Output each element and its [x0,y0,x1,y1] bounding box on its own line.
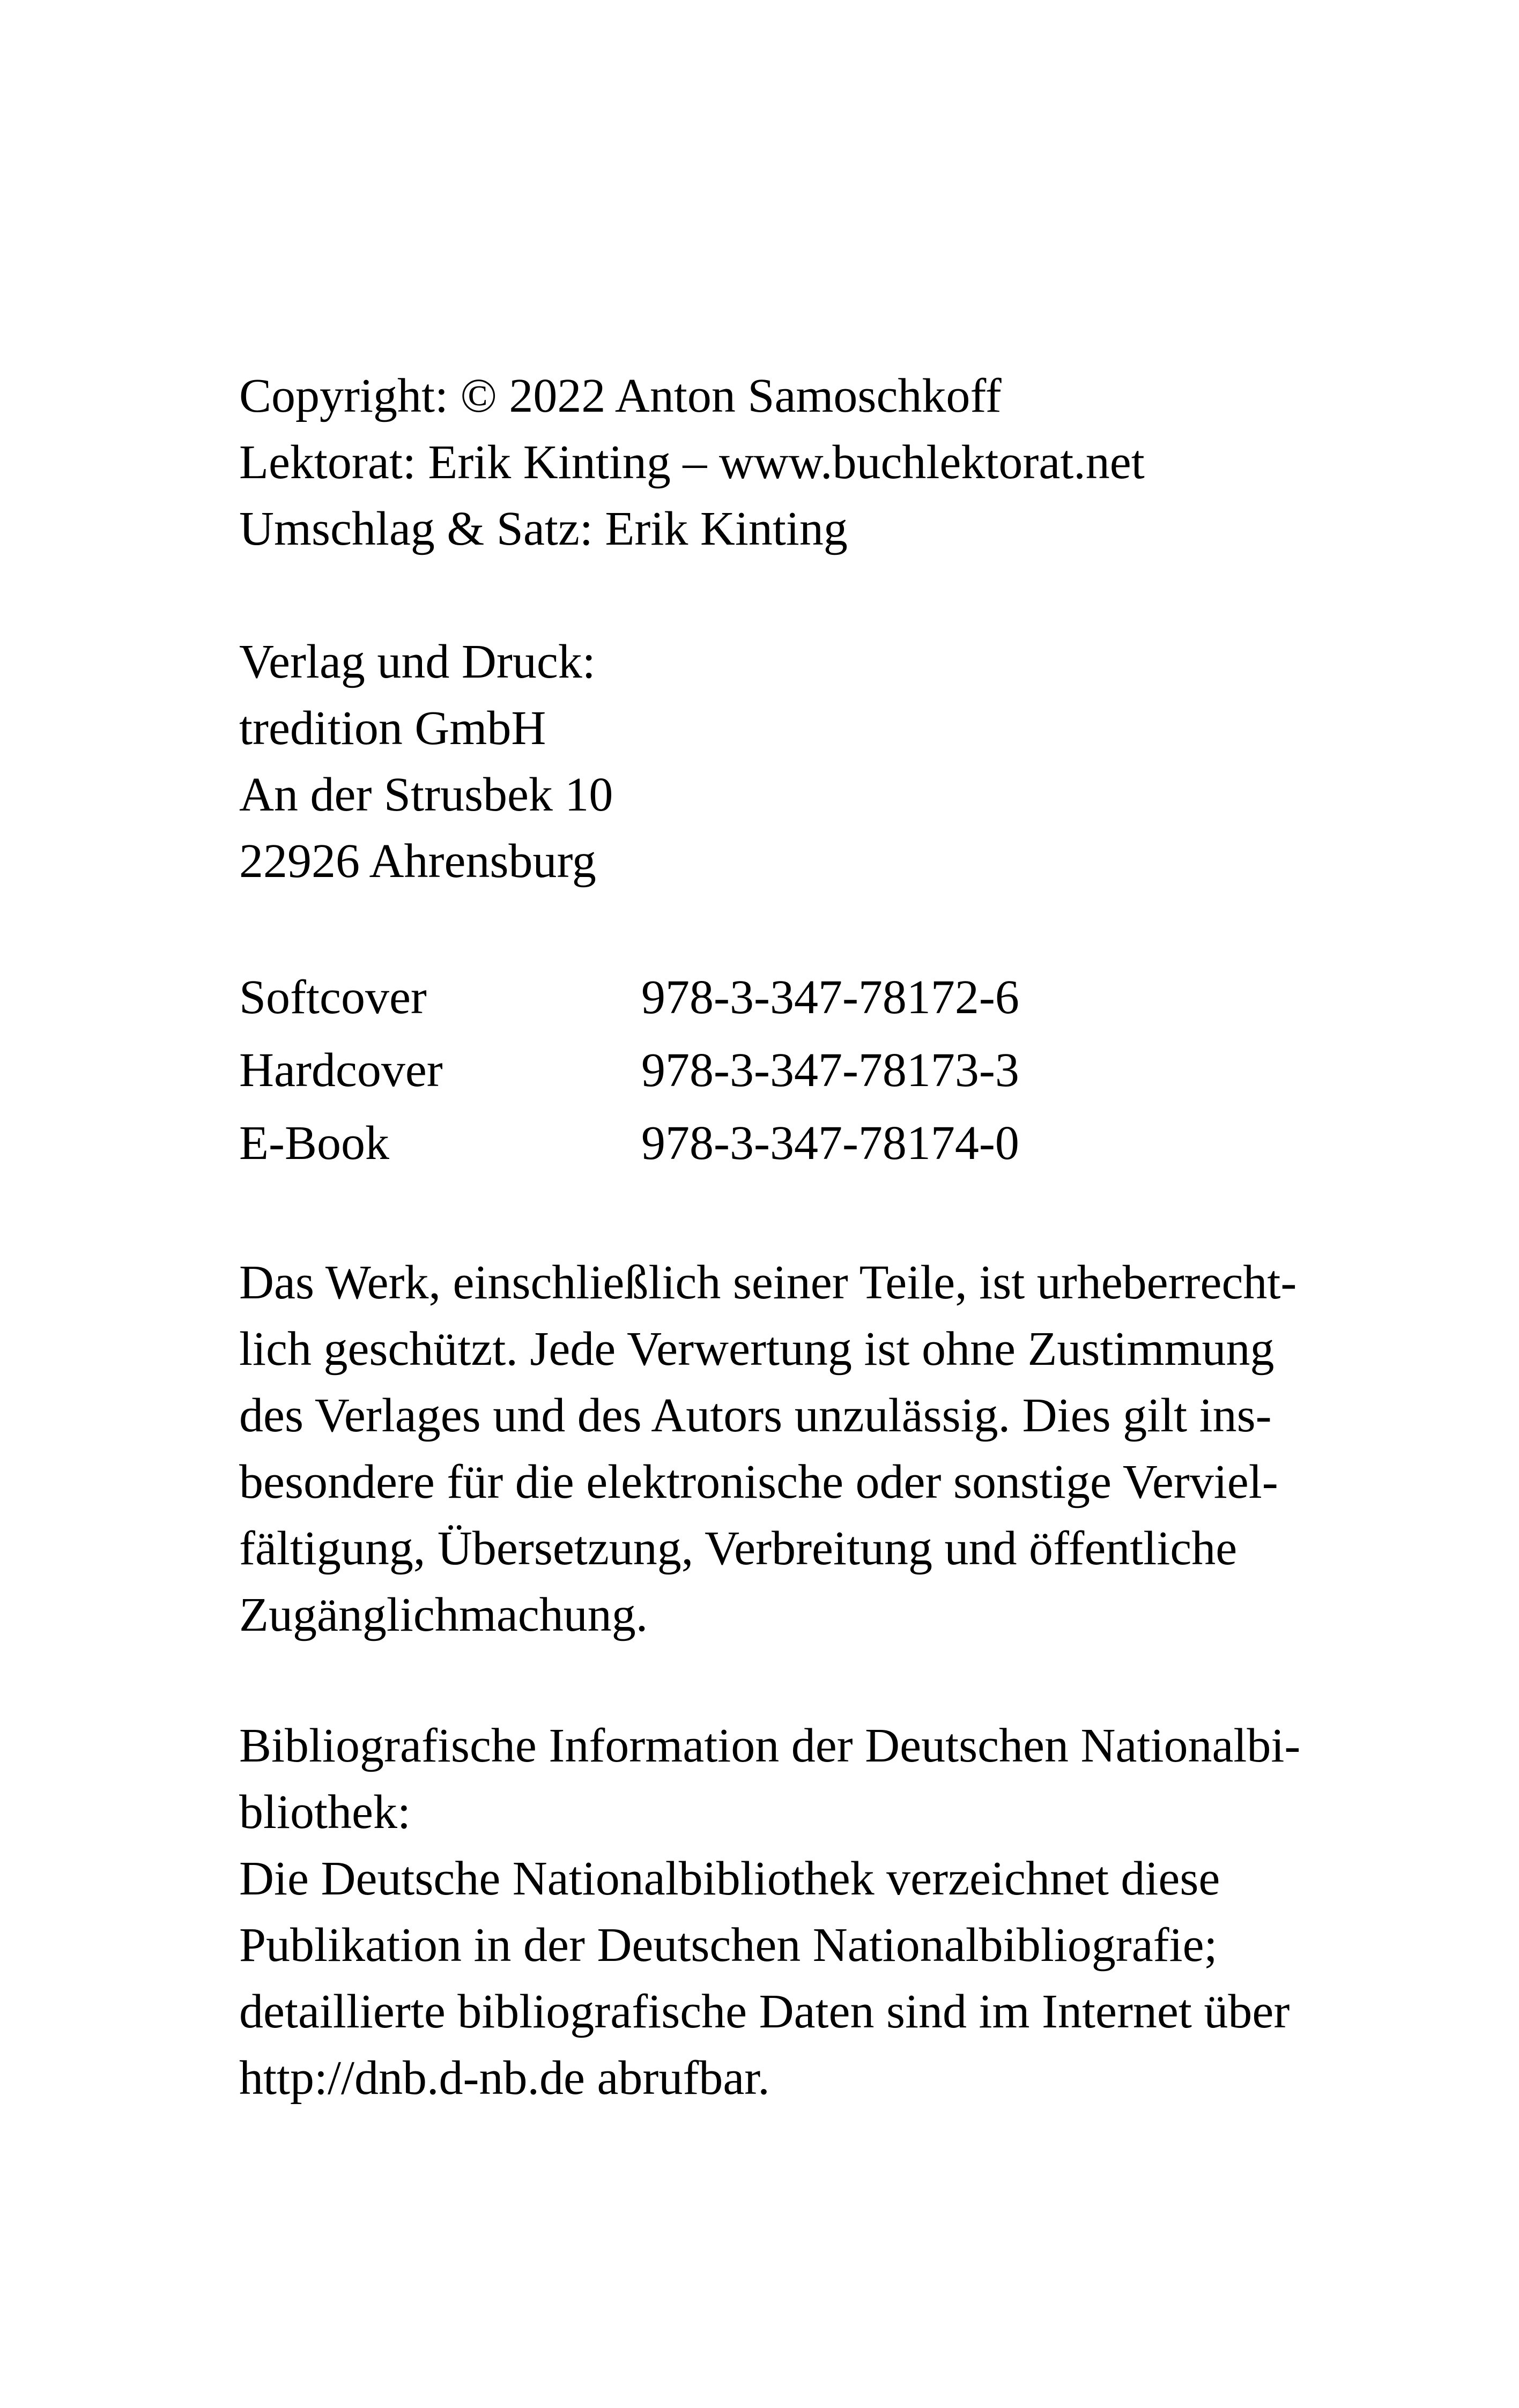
legal-notice-line: besondere für die elektronische oder sonstige Verviel- [239,1455,1278,1508]
bibliographic-info [239,1713,1317,2112]
publisher-heading: Verlag und Druck: [239,635,596,688]
legal-notice-line: Zugänglichmachung. [239,1588,648,1641]
publisher-block [239,629,1317,895]
legal-notice-line: fältigung, Übersetzung, Verbreitung und öffentliche [239,1522,1238,1575]
isbn-table [239,961,1019,1180]
cover-typesetting-line: Umschlag & Satz: Erik Kinting [239,502,848,555]
isbn-number: 978-3-347-78173-3 [641,1044,1019,1097]
legal-notice [239,1250,1317,1648]
bibliographic-body-line: Publikation in der Deutschen Nationalbibliografie; [239,1919,1218,1972]
isbn-row [239,1107,1019,1180]
publisher-street: An der Strusbek 10 [239,768,613,821]
credits-block [239,363,1317,562]
isbn-format: Hardcover [239,1044,443,1097]
bibliographic-heading-line: bliothek: [239,1786,411,1839]
isbn-format: E-Book [239,1117,389,1170]
isbn-row [239,961,1019,1034]
bibliographic-heading-line: Bibliografische Information der Deutschen Nationalbi- [239,1719,1301,1772]
imprint-content [239,363,1317,2112]
legal-notice-line: Das Werk, einschließlich seiner Teile, ist urheberrecht- [239,1256,1297,1309]
bibliographic-body-line: detaillierte bibliografische Daten sind im Internet über [239,1985,1290,2038]
bibliographic-body-line: http://dnb.d-nb.de abrufbar. [239,2052,770,2105]
copyright-line: Copyright: © 2022 Anton Samoschkoff [239,369,1002,422]
publisher-city: 22926 Ahrensburg [239,835,596,888]
isbn-format: Softcover [239,971,427,1024]
lektorat-line: Lektorat: Erik Kinting – www.buchlektorat.net [239,436,1145,489]
publisher-name: tredition GmbH [239,702,546,755]
isbn-number: 978-3-347-78174-0 [641,1117,1019,1170]
bibliographic-body-line: Die Deutsche Nationalbibliothek verzeichnet diese [239,1852,1220,1905]
isbn-number: 978-3-347-78172-6 [641,971,1019,1024]
legal-notice-line: des Verlages und des Autors unzulässig. Dies gilt ins- [239,1389,1272,1442]
isbn-row [239,1034,1019,1107]
legal-notice-line: lich geschützt. Jede Verwertung ist ohne Zustimmung [239,1322,1275,1376]
